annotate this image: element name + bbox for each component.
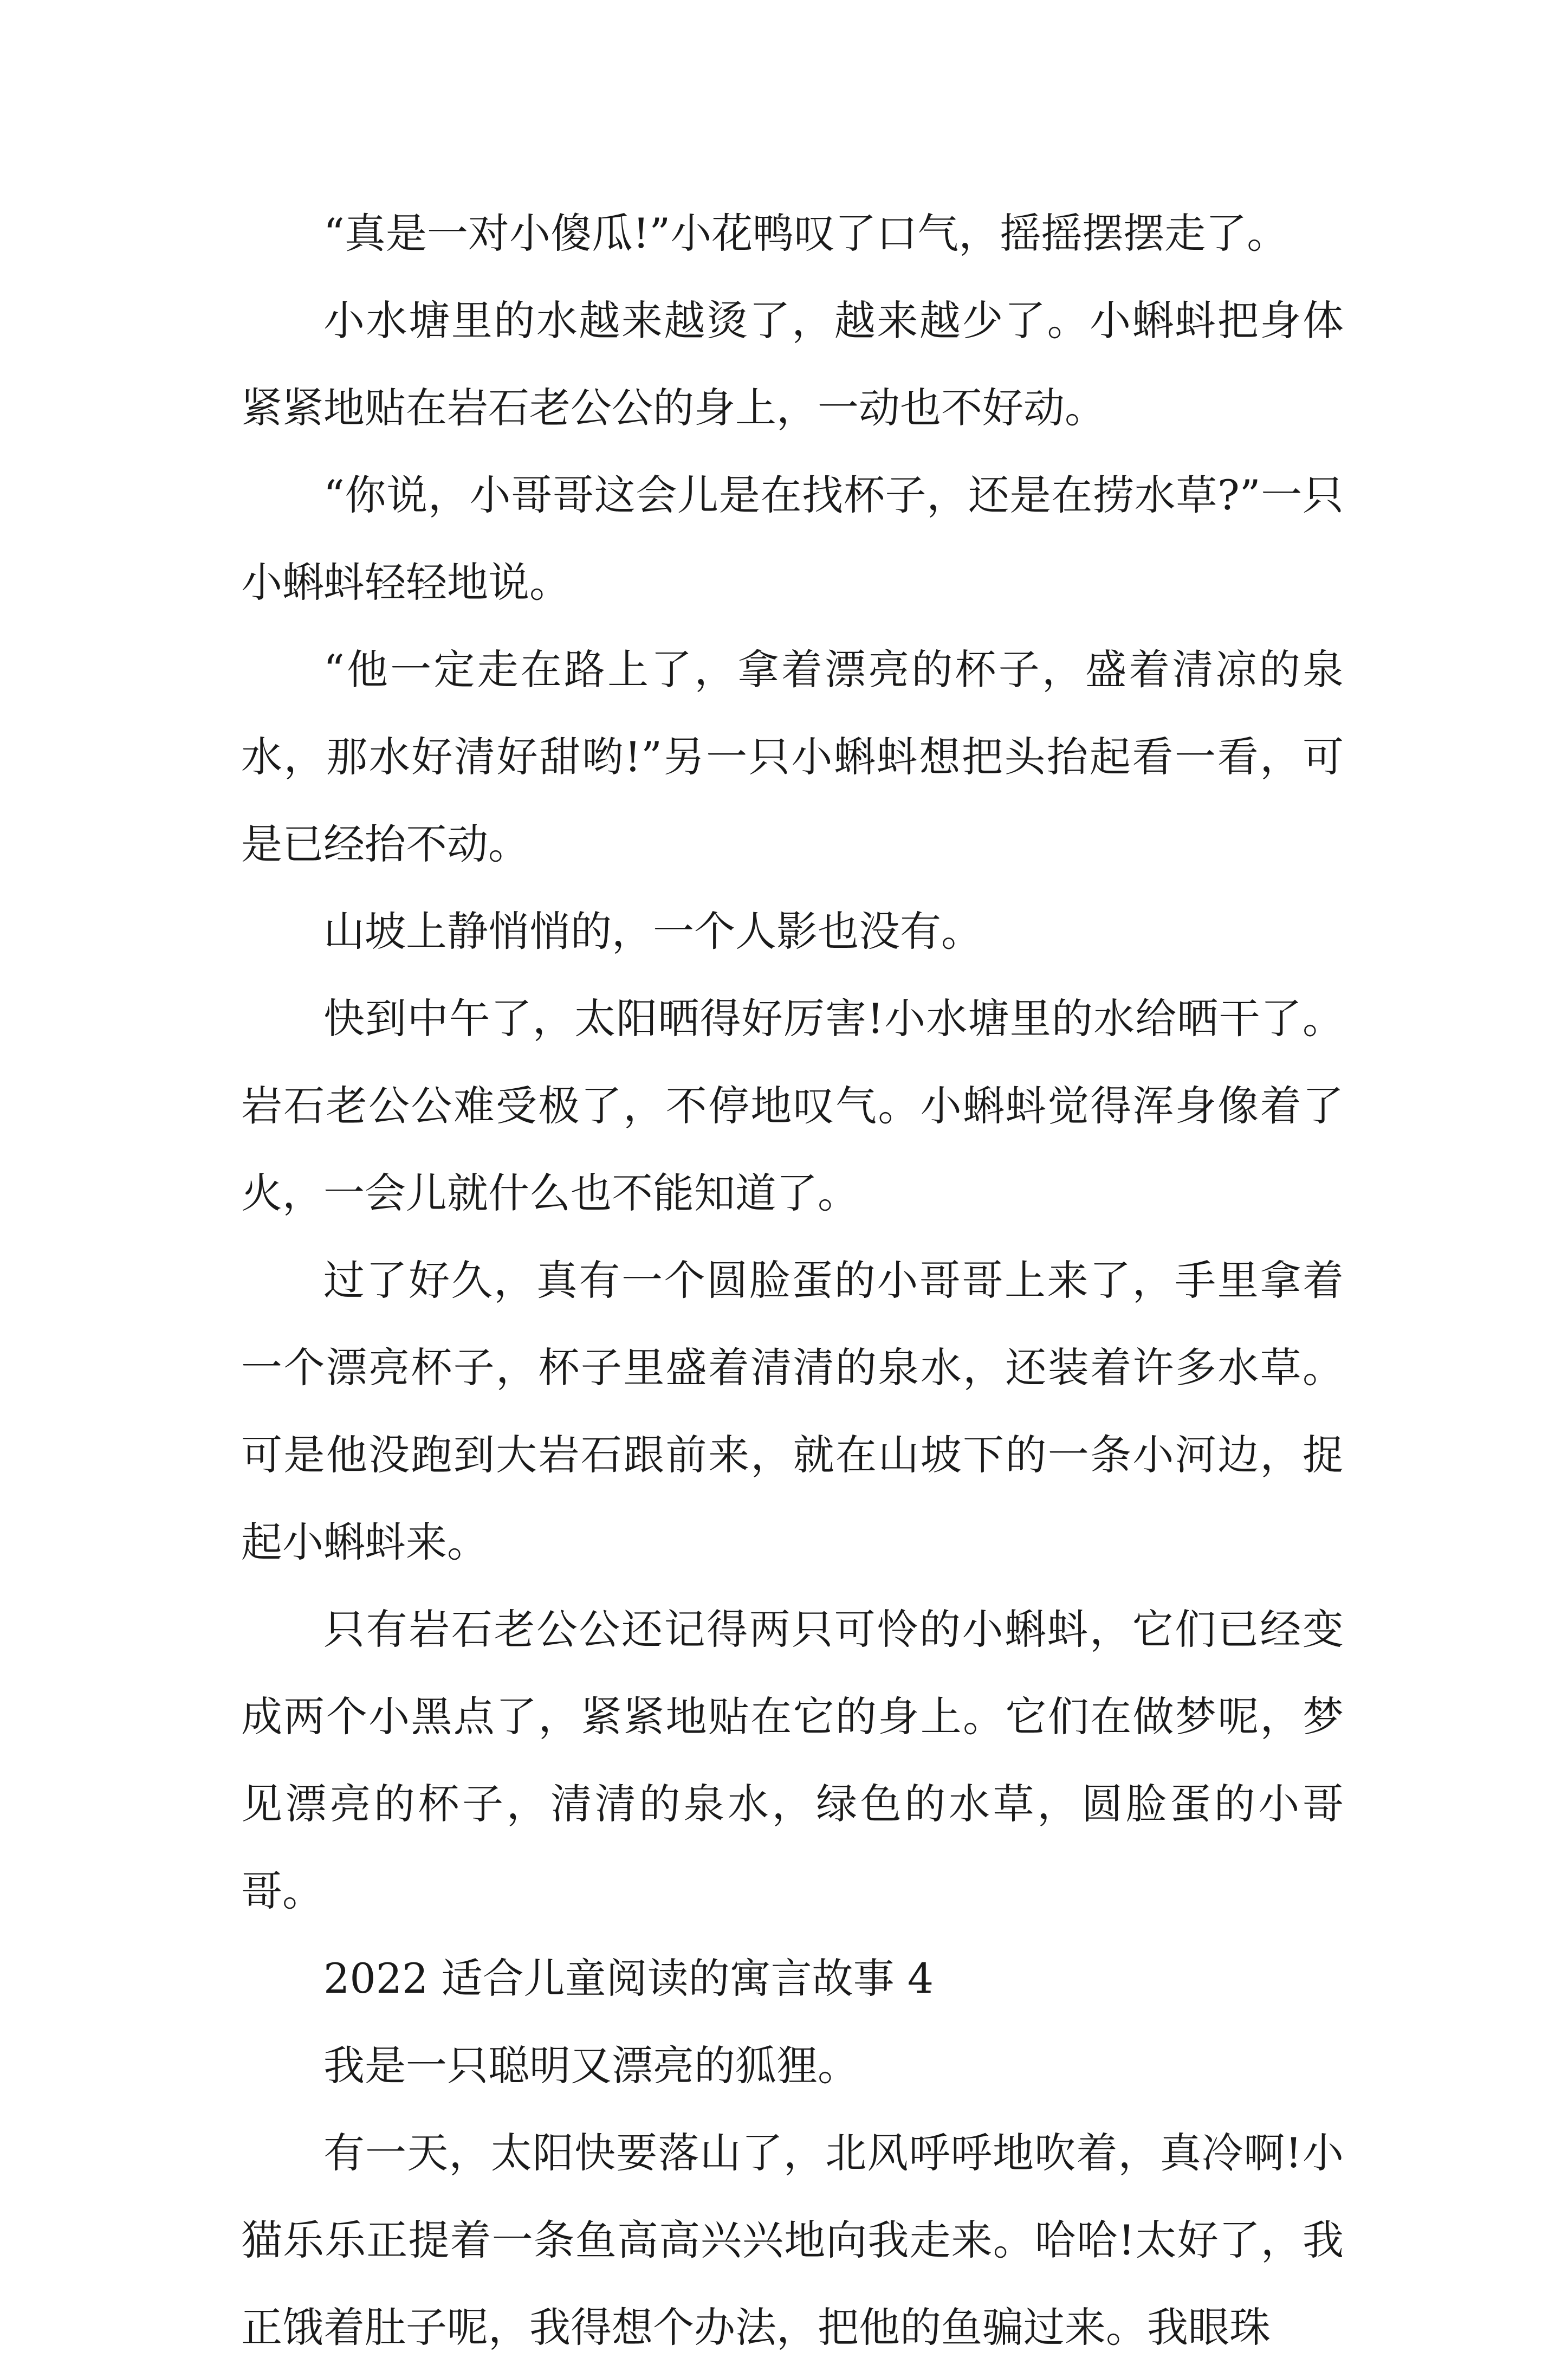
paragraph: 小水塘里的水越来越烫了，越来越少了。小蝌蚪把身体紧紧地贴在岩石老公公的身上，一动也不好动。 bbox=[241, 296, 1344, 432]
paragraph: “他一定走在路上了，拿着漂亮的杯子，盛着清凉的泉水，那水好清好甜哟!”另一只小蝌蚪想把头抬起看一看，可是已经抬不动。 bbox=[241, 645, 1344, 868]
paragraph: 山坡上静悄悄的，一个人影也没有。 bbox=[323, 907, 982, 955]
section-heading: 2022 适合儿童阅读的寓言故事 4 bbox=[323, 1954, 934, 2002]
paragraph: 快到中午了，太阳晒得好厉害!小水塘里的水给晒干了。岩石老公公难受极了，不停地叹气。小蝌蚪觉得浑身像着了火，一会儿就什么也不能知道了。 bbox=[241, 994, 1344, 1217]
paragraph: 只有岩石老公公还记得两只可怜的小蝌蚪，它们已经变成两个小黑点了，紧紧地贴在它的身上。它们在做梦呢，梦见漂亮的杯子，清清的泉水，绿色的水草，圆脸蛋的小哥哥。 bbox=[241, 1605, 1344, 1915]
document-body bbox=[241, 190, 1344, 2371]
paragraph: 有一天，太阳快要落山了，北风呼呼地吹着，真冷啊!小猫乐乐正提着一条鱼高高兴兴地向我走来。哈哈!太好了，我正饿着肚子呢，我得想个办法，把他的鱼骗过来。我眼珠 bbox=[241, 2129, 1344, 2351]
paragraph: 我是一只聪明又漂亮的狐狸。 bbox=[323, 2041, 859, 2090]
paragraph: “真是一对小傻瓜!”小花鸭叹了口气，摇摇摆摆走了。 bbox=[323, 209, 1288, 257]
paragraph: 过了好久，真有一个圆脸蛋的小哥哥上来了，手里拿着一个漂亮杯子，杯子里盛着清清的泉水，还装着许多水草。可是他没跑到大岩石跟前来，就在山坡下的一条小河边，捉起小蝌蚪来。 bbox=[241, 1256, 1344, 1566]
paragraph: “你说，小哥哥这会儿是在找杯子，还是在捞水草?”一只小蝌蚪轻轻地说。 bbox=[241, 471, 1344, 606]
